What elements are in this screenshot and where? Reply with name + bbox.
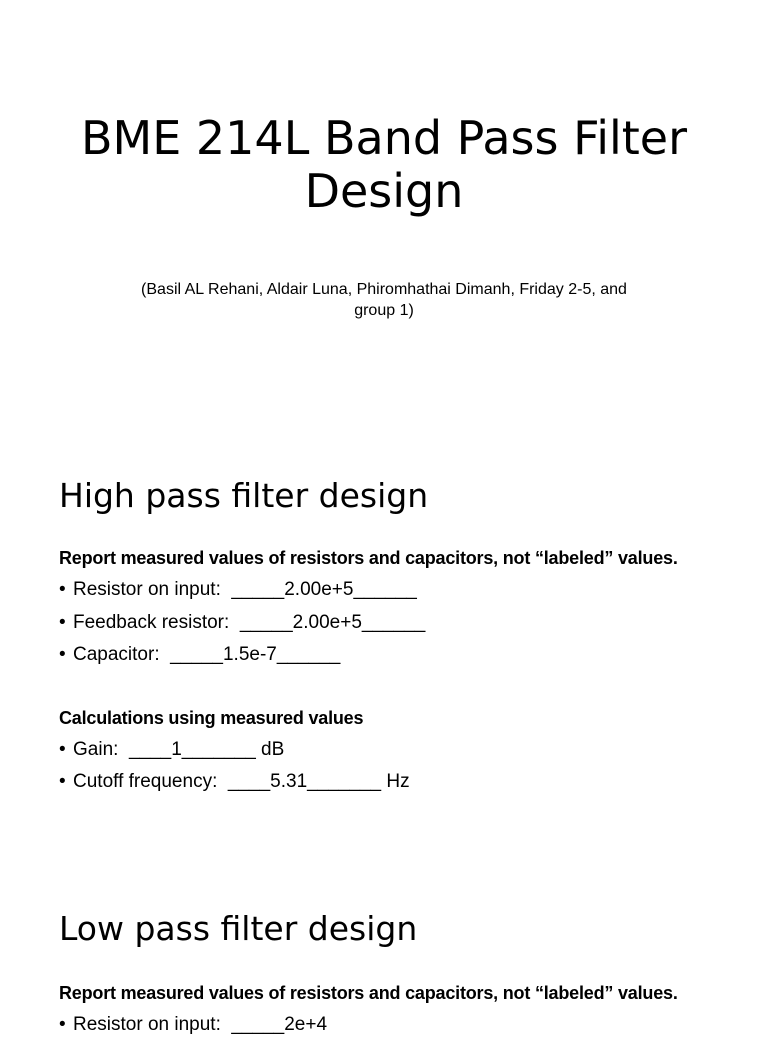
low-pass-section	[59, 909, 759, 1042]
bullet: •	[59, 579, 66, 600]
list-item-text: Resistor on input: _____2.00e+5______	[73, 579, 417, 600]
list-item	[59, 1009, 759, 1042]
high-pass-calc-heading: Calculations using measured values	[59, 707, 364, 728]
list-item-text: Capacitor: _____1.5e-7______	[73, 644, 341, 665]
bullet: •	[59, 738, 66, 760]
bullet: •	[59, 771, 66, 792]
low-pass-component-list	[59, 1009, 759, 1042]
bullet: •	[59, 644, 66, 665]
page-title	[0, 112, 768, 218]
low-pass-instruction: Report measured values of resistors and capacitors, not “labeled” values.	[59, 983, 678, 1003]
list-item-text: Resistor on input: _____2e+4	[73, 1014, 328, 1035]
list-item-text: Gain: ____1_______ dB	[73, 738, 285, 760]
list-item	[59, 574, 759, 607]
list-item	[59, 766, 759, 799]
authors-text	[110, 279, 658, 321]
high-pass-instruction: Report measured values of resistors and capacitors, not “labeled” values.	[59, 548, 678, 568]
authors-line-1: (Basil AL Rehani, Aldair Luna, Phiromhathai Dimanh, Friday 2-5, and	[141, 281, 627, 298]
high-pass-heading: High pass filter design	[59, 476, 429, 515]
list-item-text: Cutoff frequency: ____5.31_______ Hz	[73, 771, 410, 792]
high-pass-component-list	[59, 574, 759, 672]
list-item	[59, 607, 759, 640]
authors-line-2: group 1)	[354, 302, 414, 319]
title-line-1: BME 214L Band Pass Filter	[80, 111, 688, 165]
low-pass-heading: Low pass filter design	[59, 909, 418, 948]
bullet: •	[59, 611, 66, 633]
high-pass-calc-list	[59, 734, 759, 799]
title-line-2: Design	[304, 164, 464, 218]
high-pass-section	[59, 476, 759, 799]
list-item-text: Feedback resistor: _____2.00e+5______	[73, 611, 426, 633]
list-item	[59, 734, 759, 767]
list-item	[59, 639, 759, 672]
bullet: •	[59, 1014, 66, 1035]
